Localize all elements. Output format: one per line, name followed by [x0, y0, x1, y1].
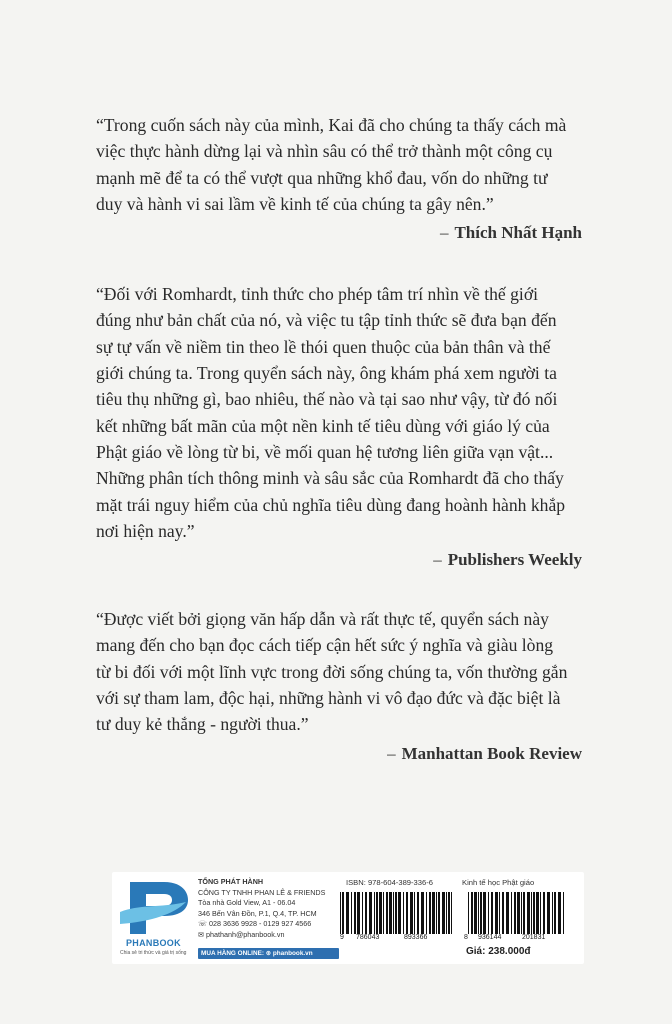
- barcode-bar: [502, 892, 504, 934]
- barcode-bar: [468, 892, 469, 934]
- barcode-bar: [480, 892, 482, 934]
- barcode-bar: [514, 892, 516, 934]
- barcode-bar: [521, 892, 522, 934]
- phanbook-logo-icon: [116, 878, 200, 938]
- barcode-digit: 201831: [522, 934, 546, 941]
- attribution-name: Publishers Weekly: [447, 550, 582, 570]
- product-barcode: [468, 892, 566, 934]
- barcode-bar: [369, 892, 372, 934]
- quote-publishers-weekly: [96, 281, 582, 570]
- barcode-bar: [406, 892, 408, 934]
- quote-line: Phật giáo về lòng từ bi, về mối quan hệ tương liên giữa vạn vật...: [96, 441, 554, 462]
- barcode-bar: [506, 892, 509, 934]
- quote-line: sự tự vấn về niềm tin theo lề thói quen thuộc của bản thân và thế: [96, 336, 551, 357]
- genre-label: Kinh tế học Phật giáo: [462, 878, 535, 887]
- quote-line: nơi hiện nay.”: [96, 520, 195, 541]
- barcode-digit: 936144: [478, 934, 502, 941]
- publisher-info-panel: [112, 872, 584, 964]
- barcode-bar: [517, 892, 520, 934]
- quote-manhattan-book-review: [96, 606, 582, 763]
- barcode-bar: [395, 892, 397, 934]
- quote-line: tư duy kẻ thắng - người thua.”: [96, 714, 309, 735]
- quote-line: mạnh mẽ để ta có thể vượt qua những khổ đau, vốn do những tư: [96, 167, 548, 188]
- barcode-bar: [340, 892, 341, 934]
- publisher-address-2: 346 Bến Vân Đồn, P.1, Q.4, TP. HCM: [198, 908, 317, 918]
- publisher-phone: ☏ 028 3636 9928 - 0129 927 4566: [198, 919, 312, 929]
- barcode-bar: [357, 892, 360, 934]
- attribution-dash: –: [439, 223, 449, 243]
- barcode-bar: [414, 892, 415, 934]
- barcode-digit: 8: [464, 934, 468, 941]
- quote-line: “Trong cuốn sách này của mình, Kai đã cho chúng ta thấy cách mà: [96, 115, 567, 135]
- isbn-label: ISBN: 978-604-389-336-6: [346, 878, 433, 887]
- barcode-bar: [386, 892, 388, 934]
- barcode-digit: 786043: [356, 934, 380, 941]
- publisher-heading: TỔNG PHÁT HÀNH: [198, 877, 264, 886]
- quote-line: Những phân tích thông minh và sâu sắc của Romhardt đã cho thấy: [96, 468, 564, 489]
- barcode-bar: [563, 892, 564, 934]
- quote-text: [96, 112, 582, 217]
- barcode-bar: [451, 892, 452, 934]
- barcode-bar: [426, 892, 427, 934]
- quote-attribution: [96, 223, 582, 243]
- barcode-bar: [393, 892, 394, 934]
- barcode-bar: [362, 892, 363, 934]
- barcode-bar: [488, 892, 489, 934]
- barcode-bar: [442, 892, 445, 934]
- barcode-bar: [374, 892, 375, 934]
- barcode-bar: [554, 892, 556, 934]
- price-label: Giá: 238.000đ: [466, 946, 531, 957]
- barcode-bar: [403, 892, 404, 934]
- phanbook-logo: [116, 878, 200, 960]
- isbn-barcode: [340, 892, 452, 934]
- barcode-bar: [474, 892, 477, 934]
- barcode-bar: [478, 892, 479, 934]
- quote-line: việc thực hành dừng lại và nhìn sâu có thể trở thành một công cụ: [96, 141, 553, 162]
- barcode-bar: [346, 892, 349, 934]
- barcode-bar: [491, 892, 493, 934]
- quote-line: đúng như bản chất của nó, và việc tu tập tỉnh thức sẽ đưa bạn đến: [96, 310, 557, 331]
- publisher-email: ✉ phathanh@phanbook.vn: [198, 929, 285, 939]
- barcode-bar: [471, 892, 473, 934]
- online-shop-banner: MUA HÀNG ONLINE: ⊕ phanbook.vn: [198, 948, 339, 959]
- attribution-dash: –: [433, 550, 442, 570]
- barcode-bar: [351, 892, 352, 934]
- barcode-bar: [483, 892, 486, 934]
- barcode-bar: [540, 892, 541, 934]
- barcode-bar: [436, 892, 437, 934]
- barcode-bar: [499, 892, 500, 934]
- publisher-details: [198, 877, 325, 941]
- barcode-bar: [552, 892, 553, 934]
- barcode-bar: [511, 892, 512, 934]
- barcode-bar: [495, 892, 498, 934]
- barcode-bar: [383, 892, 384, 934]
- quote-text: [96, 281, 582, 544]
- barcode-bar: [342, 892, 344, 934]
- quote-thich-nhat-hanh: [96, 112, 582, 243]
- barcode-bar: [438, 892, 440, 934]
- attribution-dash: –: [387, 743, 396, 763]
- barcode-bar: [398, 892, 401, 934]
- testimonials: [96, 112, 582, 764]
- barcode-bar: [523, 892, 525, 934]
- logo-wordmark: PHANBOOK: [126, 938, 181, 948]
- quote-line: mang đến cho bạn đọc cách tiếp cận hết sức ý nghĩa và giàu lòng: [96, 635, 554, 656]
- barcode-bar: [365, 892, 367, 934]
- barcode-bar: [421, 892, 424, 934]
- quote-attribution: [96, 744, 582, 764]
- publisher-address-1: Tòa nhà Gold View, A1 - 06.04: [198, 898, 296, 908]
- quote-line: mặt trái nguy hiểm của chủ nghĩa tiêu dùng đang hoành hành khắp: [96, 494, 566, 515]
- barcode-bar: [547, 892, 550, 934]
- barcode-digit: 9: [340, 934, 344, 941]
- barcode-bar: [354, 892, 356, 934]
- quote-line: giới chúng ta. Trong quyển sách này, ông khám phá xem người ta: [96, 363, 557, 384]
- quote-line: tiêu thụ những gì, bao nhiêu, thế nào và tại sao như vậy, từ đó nối: [96, 389, 558, 410]
- barcode-bar: [533, 892, 535, 934]
- barcode-bar: [379, 892, 382, 934]
- barcode-bar: [531, 892, 532, 934]
- barcode-bar: [448, 892, 450, 934]
- barcode-bar: [376, 892, 378, 934]
- attribution-name: Thích Nhất Hạnh: [454, 223, 582, 243]
- logo-tagline: Chia sẻ tri thức và giá trị sống: [120, 950, 187, 956]
- barcode-bar: [527, 892, 530, 934]
- quote-line: kết những bất mãn của một nền kinh tế tiêu dùng với giáo lý của: [96, 415, 550, 436]
- attribution-name: Manhattan Book Review: [401, 743, 582, 763]
- quote-line: “Được viết bởi giọng văn hấp dẫn và rất thực tế, quyển sách này: [96, 609, 549, 630]
- barcode-bar: [389, 892, 392, 934]
- barcode-bar: [558, 892, 561, 934]
- quote-line: “Đối với Romhardt, tỉnh thức cho phép tâm trí nhìn về thế giới: [96, 284, 539, 305]
- quote-line: từ bi đối với một lĩnh vực trong đời sống chúng ta, vốn thường gắn: [96, 661, 568, 682]
- barcode-digit: 893366: [404, 934, 428, 941]
- barcode-bar: [429, 892, 431, 934]
- barcode-bar: [432, 892, 435, 934]
- barcode-bar: [410, 892, 413, 934]
- quote-line: duy và hành vi sai lầm về kinh tế của chúng ta gây nên.”: [96, 193, 494, 214]
- publisher-company: CÔNG TY TNHH PHAN LÊ & FRIENDS: [198, 887, 326, 897]
- quote-line: với sự tham lam, độc hại, những hành vi vô đạo đức và đặc biệt là: [96, 688, 561, 709]
- barcode-bar: [543, 892, 545, 934]
- barcode-bar: [536, 892, 539, 934]
- quote-text: [96, 606, 582, 737]
- quote-attribution: [96, 550, 582, 570]
- barcode-bar: [446, 892, 447, 934]
- barcode-bar: [417, 892, 419, 934]
